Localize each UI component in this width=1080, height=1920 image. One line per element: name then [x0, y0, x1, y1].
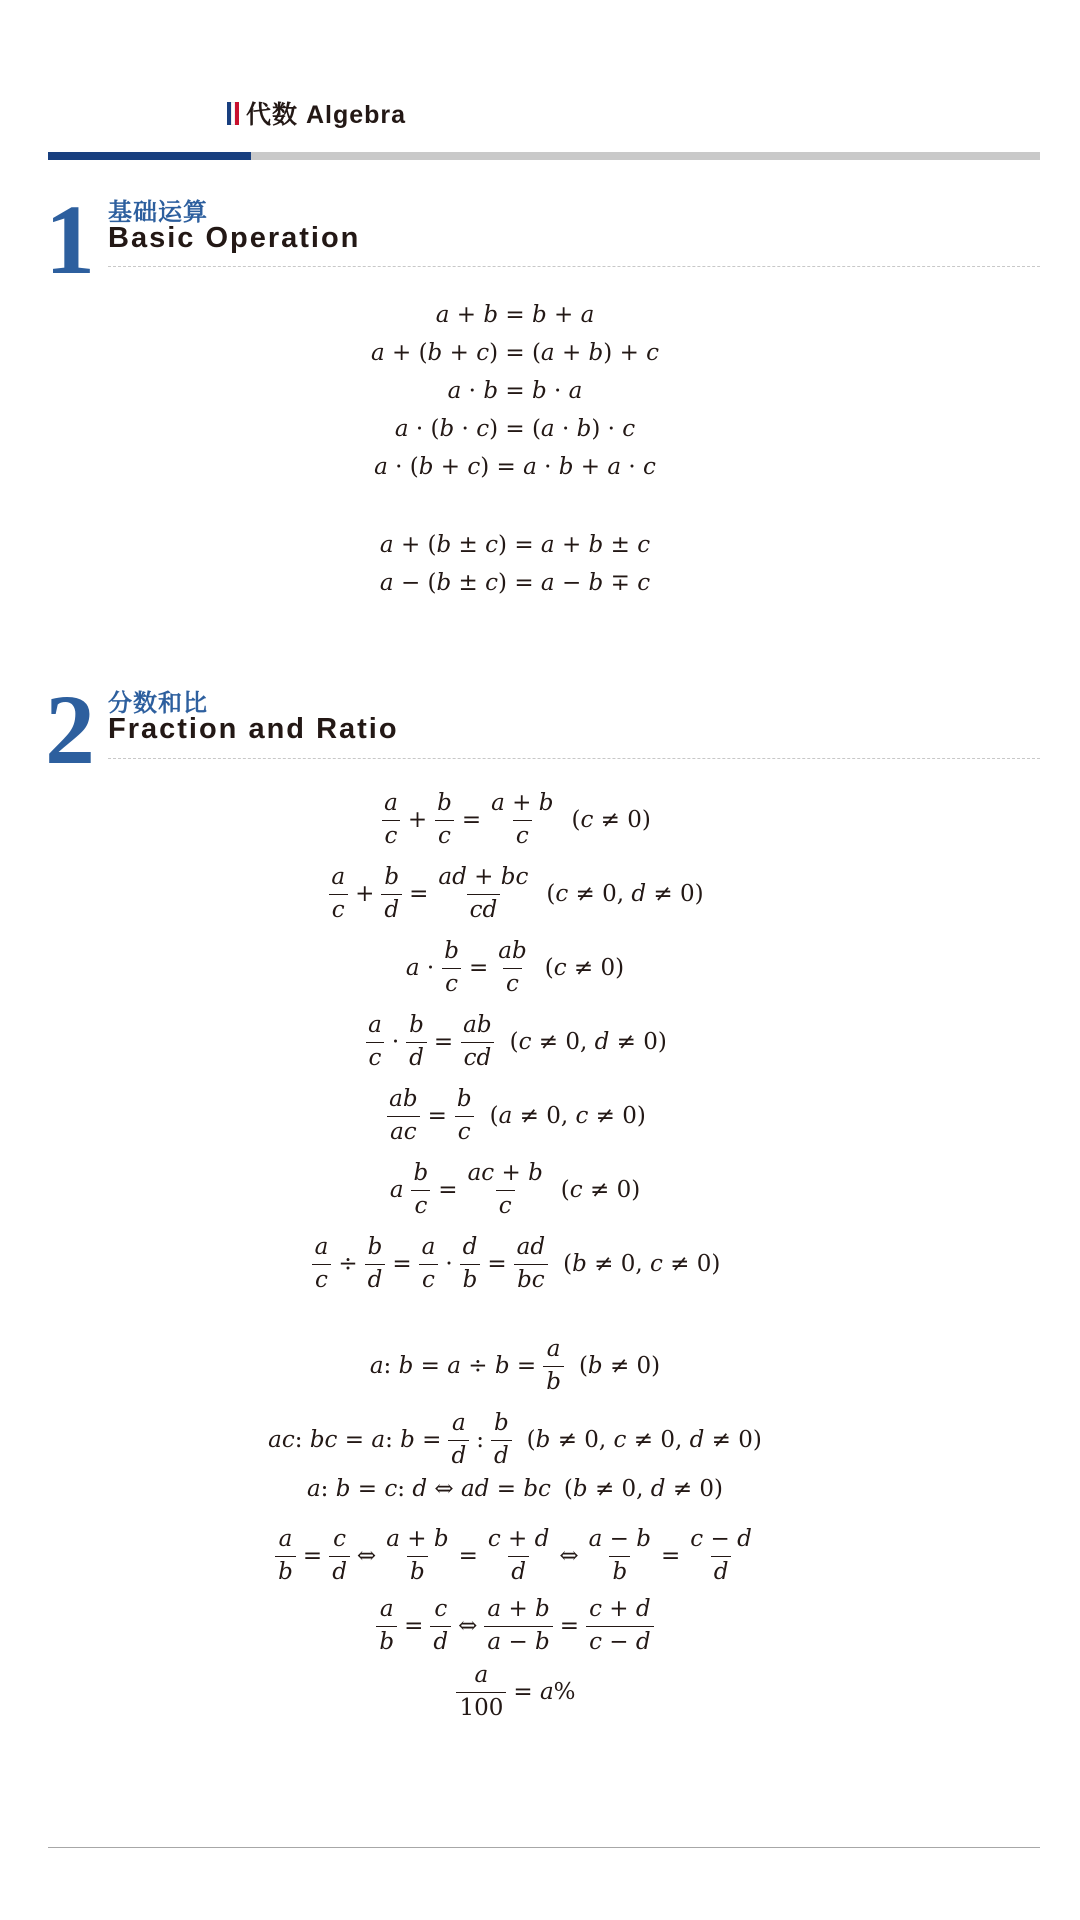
fraction: $\frac{c + d}{d}$: [487, 1526, 550, 1585]
fraction: $\frac{a}{c}$: [419, 1234, 439, 1294]
formula-condition: (a ≠ 0, c ≠ 0): [489, 1103, 646, 1130]
header-divider-accent: [48, 152, 251, 160]
fraction: $\frac{a}{c}$: [328, 864, 348, 924]
formula-condition: (b ≠ 0, c ≠ 0): [563, 1251, 721, 1278]
formula: a · $\frac{b}{c}$ = $\frac{ab}{c}$ (c ≠ 0): [405, 938, 625, 997]
fraction: $\frac{a + b}{b}$: [386, 1526, 449, 1585]
fraction: $\frac{b}{d}$: [491, 1410, 512, 1470]
fraction: $\frac{ab}{cd}$: [460, 1012, 494, 1072]
formula: $\frac{a}{c}$ + $\frac{b}{d}$ = $\frac{ad + bc}{cd}$ (c ≠ 0, d ≠ 0): [0, 864, 1030, 924]
section-1-divider: [108, 266, 1040, 267]
fraction: $\frac{a}{d}$: [448, 1410, 469, 1470]
formula: a · (b + c) = a · b + a · c: [374, 454, 656, 480]
fraction: $\frac{a}{c}$: [381, 790, 401, 850]
formula-condition: (c ≠ 0): [544, 955, 625, 982]
fraction: $\frac{a + b}{c}$: [491, 790, 554, 849]
fraction: $\frac{ab}{c}$: [498, 938, 527, 997]
section-2-divider: [108, 758, 1040, 759]
flag-icon: [227, 102, 239, 125]
section-1-number: 1: [45, 184, 95, 295]
section-2-title-zh: 分数和比: [108, 689, 208, 717]
fraction: $\frac{ad}{bc}$: [514, 1234, 548, 1294]
fraction: $\frac{c - d}{d}$: [690, 1526, 752, 1585]
fraction: $\frac{b}{c}$: [411, 1160, 432, 1220]
formula: a · (b · c) = (a · b) · c: [394, 416, 636, 442]
formula: $\frac{ab}{ac}$ = $\frac{b}{c}$ (a ≠ 0, c ≠ 0): [0, 1086, 1030, 1146]
formula-condition: (c ≠ 0, d ≠ 0): [546, 881, 704, 908]
fraction: $\frac{a - b}{b}$: [588, 1526, 652, 1585]
formula: $\frac{a}{b}$ = $\frac{c}{d}$ ⇔ $\frac{a + b}{b}$ = $\frac{c + d}{d}$ ⇔ $\frac{a - b}{b}$ = $\frac{c - d}{d}$: [0, 1526, 1030, 1586]
footer-rule: [48, 1847, 1040, 1848]
formula: a: b = a ÷ b = $\frac{a}{b}$ (b ≠ 0): [369, 1336, 661, 1395]
page-title: 代数 Algebra: [246, 101, 407, 129]
formula: a · b = b · a: [447, 378, 583, 404]
fraction: $\frac{ad + bc}{cd}$: [438, 864, 529, 923]
section-2-number: 2: [45, 674, 95, 785]
fraction: $\frac{a}{c}$: [312, 1234, 332, 1294]
page-header: [227, 97, 406, 129]
fraction: $\frac{ac + b}{c}$: [467, 1160, 543, 1219]
formula-condition: (b ≠ 0, d ≠ 0): [563, 1476, 724, 1502]
fraction: $\frac{d}{b}$: [460, 1234, 481, 1294]
fraction: $\frac{c}{d}$: [430, 1596, 451, 1656]
formula: $\frac{a}{c}$ + $\frac{b}{c}$ = $\frac{a + b}{c}$ (c ≠ 0): [0, 790, 1030, 850]
formula: $\frac{a}{c}$ ÷ $\frac{b}{d}$ = $\frac{a}{c}$ · $\frac{d}{b}$ = $\frac{ad}{bc}$ (b ≠ 0, c ≠ 0): [0, 1234, 1030, 1294]
formula: ac: bc = a: b = $\frac{a}{d}$ : $\frac{b}{d}$ (b ≠ 0, c ≠ 0, d ≠ 0): [268, 1410, 762, 1469]
formula-condition: (b ≠ 0, c ≠ 0, d ≠ 0): [526, 1427, 762, 1454]
fraction: $\frac{a}{b}$: [543, 1336, 564, 1396]
formula: a + b = b + a: [435, 302, 595, 328]
formula: a: b = c: d ⇔ ad = bc (b ≠ 0, d ≠ 0): [306, 1476, 724, 1502]
formula: a $\frac{b}{c}$ = $\frac{ac + b}{c}$ (c ≠ 0): [389, 1160, 641, 1219]
formula: $\frac{a}{b}$ = $\frac{c}{d}$ ⇔ $\frac{a + b}{a - b}$ = $\frac{c + d}{c - d}$: [0, 1596, 1030, 1656]
fraction: $\frac{a}{b}$: [376, 1596, 397, 1656]
fraction: $\frac{b}{c}$: [434, 790, 455, 850]
fraction: $\frac{a}{c}$: [365, 1012, 385, 1072]
formula: a + (b + c) = (a + b) + c: [370, 340, 660, 366]
fraction: $\frac{a + b}{a - b}$: [484, 1596, 552, 1656]
fraction: $\frac{c}{d}$: [329, 1526, 350, 1586]
formula-condition: (c ≠ 0): [571, 807, 651, 834]
formula: $\frac{a}{c}$ · $\frac{b}{d}$ = $\frac{ab}{cd}$ (c ≠ 0, d ≠ 0): [0, 1012, 1030, 1072]
section-1-title-zh: 基础运算: [108, 198, 208, 226]
formula-condition: (c ≠ 0): [560, 1177, 641, 1204]
section-2-title-en: Fraction and Ratio: [108, 713, 399, 745]
section-1-title-en: Basic Operation: [108, 222, 361, 254]
fraction: $\frac{a}{b}$: [275, 1526, 296, 1586]
formula-condition: (c ≠ 0, d ≠ 0): [509, 1029, 667, 1056]
fraction: $\frac{c + d}{c - d}$: [586, 1596, 654, 1656]
fraction: $\frac{b}{c}$: [441, 938, 462, 998]
fraction: $\frac{ab}{ac}$: [386, 1086, 420, 1146]
fraction: $\frac{a}{100}$: [456, 1662, 506, 1722]
formula-condition: (b ≠ 0): [578, 1353, 661, 1380]
formula: $\frac{a}{100}$ = a%: [0, 1662, 1030, 1722]
fraction: $\frac{b}{c}$: [454, 1086, 475, 1146]
formula: a − (b ± c) = a − b ∓ c: [379, 570, 651, 596]
formula: a + (b ± c) = a + b ± c: [379, 532, 651, 558]
fraction: $\frac{b}{d}$: [365, 1234, 386, 1294]
fraction: $\frac{b}{d}$: [381, 864, 402, 924]
fraction: $\frac{b}{d}$: [406, 1012, 427, 1072]
